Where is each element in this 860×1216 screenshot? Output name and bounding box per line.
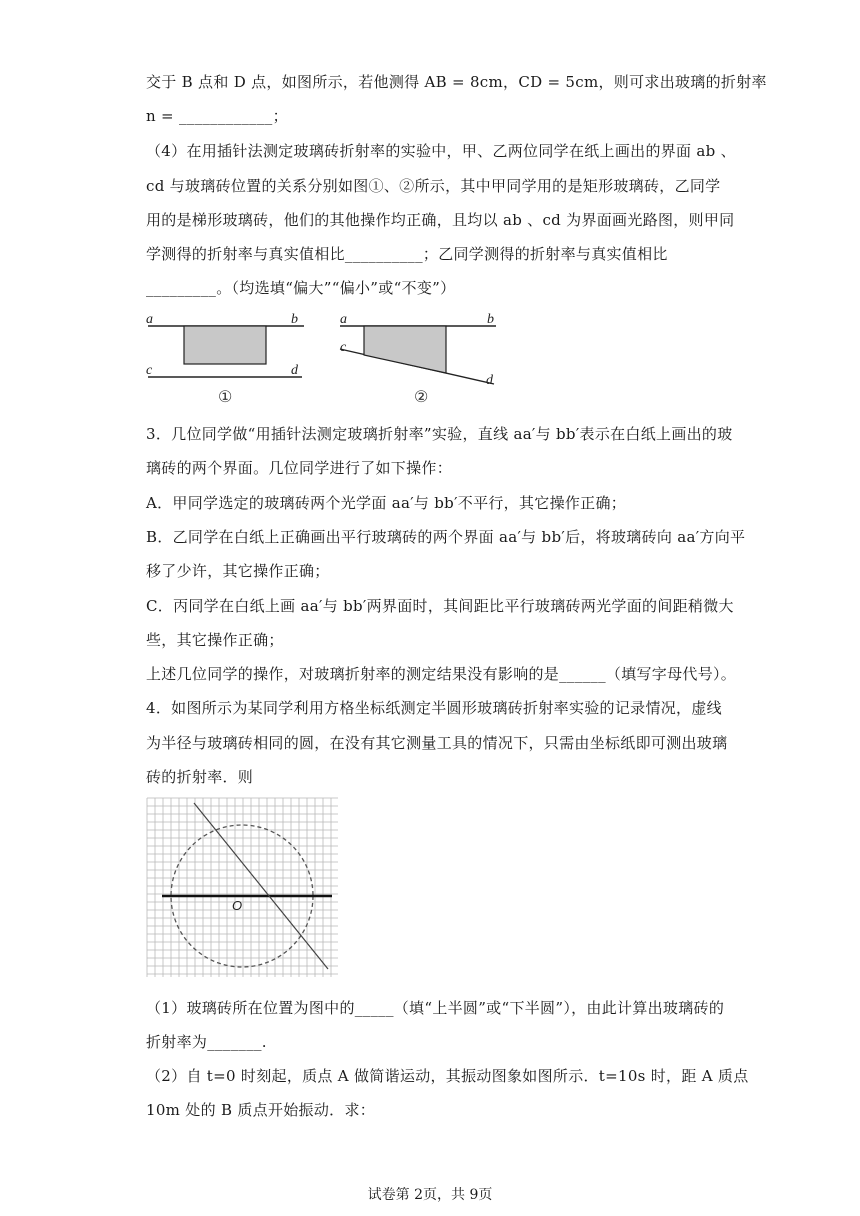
text-line-21: （2）自 t=0 时刻起，质点 A 做简谐运动，其振动图象如图所示．t=10s 时，距 A 质点 [146, 1067, 749, 1085]
text-line-22: 10m 处的 B 质点开始振动．求： [146, 1101, 376, 1119]
text-line-10: A．甲同学选定的玻璃砖两个光学面 aa′与 bb′不平行，其它操作正确； [146, 494, 627, 512]
text-line-6: 学测得的折射率与真实值相比__________；乙同学测得的折射率与真实值相比 [146, 245, 668, 263]
text-line-19: （1）玻璃砖所在位置为图中的_____（填“上半圆”或“下半圆”），由此计算出玻璃砖的 [146, 999, 725, 1017]
label-b: b [487, 312, 494, 327]
figure-caption: ① [218, 387, 233, 406]
text-line-15: 上述几位同学的操作，对玻璃折射率的测定结果没有影响的是______（填写字母代号）。 [146, 665, 737, 683]
label-c: c [146, 363, 153, 378]
text-line-1: 交于 B 点和 D 点，如图所示，若他测得 AB = 8cm，CD = 5cm，则可求出玻璃的折射率 [146, 73, 767, 91]
text-line-5: 用的是梯形玻璃砖，他们的其他操作均正确，且均以 ab 、cd 为界面画光路图，则甲同 [146, 211, 735, 229]
page-footer: 试卷第 2页，共 9页 [367, 1187, 493, 1203]
text-line-14: 些，其它操作正确； [146, 631, 284, 649]
text-line-16: 4．如图所示为某同学利用方格坐标纸测定半圆形玻璃砖折射率实验的记录情况，虚线 [146, 699, 722, 717]
text-line-9: 璃砖的两个界面。几位同学进行了如下操作： [146, 459, 453, 477]
text-line-20: 折射率为_______. [146, 1033, 267, 1051]
label-a: a [146, 312, 153, 327]
text-line-12: 移了少许，其它操作正确； [146, 562, 330, 580]
grid-paper-figure [146, 797, 340, 979]
text-line-3: （4）在用插针法测定玻璃砖折射率的实验中，甲、乙两位同学在纸上画出的界面 ab 、 [146, 142, 736, 160]
text-line-13: C．丙同学在白纸上画 aa′与 bb′两界面时，其间距比平行玻璃砖两光学面的间距稍微大 [146, 597, 734, 615]
text-line-18: 砖的折射率．则 [146, 768, 254, 786]
grid-lines [147, 798, 338, 977]
text-line-4: cd 与玻璃砖位置的关系分别如图①、②所示，其中甲同学用的是矩形玻璃砖，乙同学 [146, 177, 721, 195]
text-line-11: B．乙同学在白纸上正确画出平行玻璃砖的两个界面 aa′与 bb′后，将玻璃砖向 aa′方向平 [146, 528, 746, 546]
figure-caption: ② [414, 387, 429, 406]
origin-label: O [232, 898, 243, 913]
label-d: d [291, 363, 298, 378]
text-line-8: 3．几位同学做“用插针法测定玻璃折射率”实验，直线 aa′与 bb′表示在白纸上画出的玻 [146, 425, 733, 443]
label-d: d [486, 373, 493, 388]
text-line-17: 为半径与玻璃砖相同的圆，在没有其它测量工具的情况下，只需由坐标纸即可测出玻璃 [146, 734, 728, 752]
figure-2-trapezoid-block [336, 306, 506, 406]
text-line-2: n = ____________； [146, 107, 288, 125]
label-a: a [340, 312, 347, 327]
text-line-7: _________。（均选填“偏大”“偏小”或“不变”） [146, 279, 456, 297]
label-c: c [340, 340, 347, 355]
figure-1-rectangular-block [140, 306, 320, 406]
label-b: b [291, 312, 298, 327]
